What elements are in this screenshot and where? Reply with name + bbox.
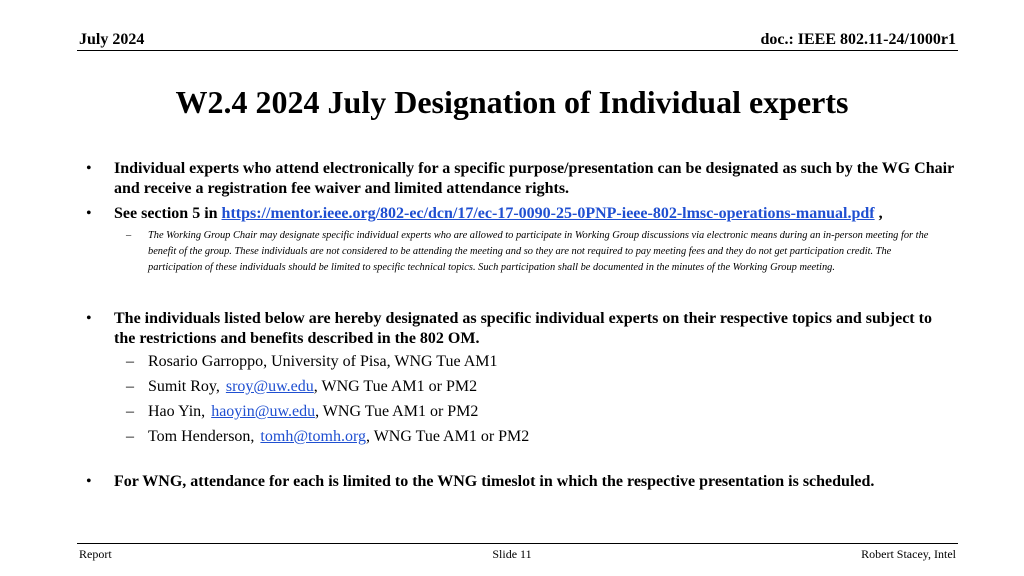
- footer-slide-number: Slide 11: [492, 547, 532, 561]
- bullet-1: [86, 159, 954, 199]
- bullet-1-text: Individual experts who attend electronically for a specific purpose/presentation can be designated as such by the WG Chair and receive a registration fee waiver and limited attendance rights.: [114, 160, 954, 197]
- bullet-2-prefix: See section 5 in: [114, 205, 218, 222]
- bullet-icon: •: [86, 160, 92, 177]
- bullet-2-suffix: ,: [878, 205, 883, 222]
- header-doc-id: doc.: IEEE 802.11-24/1000r1: [760, 31, 956, 48]
- footer-author: Robert Stacey, Intel: [861, 547, 956, 561]
- expert-email-link[interactable]: sroy@uw.edu: [225, 378, 314, 395]
- expert-name: Hao Yin,: [148, 403, 206, 420]
- expert-item: [126, 402, 479, 422]
- dash-icon: –: [126, 403, 134, 420]
- quote-text: The Working Group Chair may designate specific individual experts who are allowed to participate in Working Group discussions via electronic means during an in-person meeting for the benefit of the group. These individuals are not considered to be attending the meeting and so they are not required to pay meeting fees and they do not get participation credit. The participation of these individuals should be limited to specific technical topics. Such participation shall be documented in the minutes of the Working Group meeting.: [148, 230, 929, 273]
- expert-name: Rosario Garroppo, University of Pisa, WNG Tue AM1: [148, 353, 498, 370]
- expert-slot: , WNG Tue AM1 or PM2: [313, 378, 478, 395]
- expert-email-link[interactable]: haoyin@uw.edu: [211, 403, 316, 420]
- bullet-2: [86, 204, 954, 224]
- footer-rule: [77, 543, 958, 544]
- bullet-4-text: For WNG, attendance for each is limited to the WNG timeslot in which the respective presentation is scheduled.: [114, 473, 875, 490]
- footer-left: Report: [79, 547, 112, 561]
- expert-item: [126, 377, 478, 397]
- expert-email-link[interactable]: tomh@tomh.org: [260, 428, 366, 445]
- operations-manual-link[interactable]: https://mentor.ieee.org/802-ec/dcn/17/ec-17-0090-25-0PNP-ieee-802-lmsc-operations-manual.pdf: [221, 205, 875, 222]
- bullet-icon: •: [86, 205, 92, 222]
- bullet-icon: •: [86, 310, 92, 327]
- bullet-icon: •: [86, 473, 92, 490]
- header-rule: [77, 50, 958, 51]
- dash-icon: –: [126, 378, 134, 395]
- bullet-3-text: The individuals listed below are hereby designated as specific individual experts on their respective topics and subject to the restrictions and benefits described in the 802 OM.: [114, 310, 932, 347]
- expert-item: [126, 352, 498, 372]
- expert-slot: , WNG Tue AM1 or PM2: [315, 403, 479, 420]
- dash-icon: –: [126, 353, 134, 370]
- bullet-4: [86, 472, 954, 492]
- expert-item: [126, 427, 530, 447]
- bullet-3: [86, 309, 954, 349]
- dash-icon: –: [126, 230, 132, 241]
- dash-icon: –: [126, 428, 134, 445]
- expert-slot: , WNG Tue AM1 or PM2: [365, 428, 530, 445]
- expert-name: Tom Henderson,: [148, 428, 255, 445]
- slide-title: W2.4 2024 July Designation of Individual experts: [175, 84, 849, 120]
- operations-manual-quote: [126, 228, 948, 276]
- header-date: July 2024: [79, 31, 145, 48]
- expert-name: Sumit Roy,: [148, 378, 220, 395]
